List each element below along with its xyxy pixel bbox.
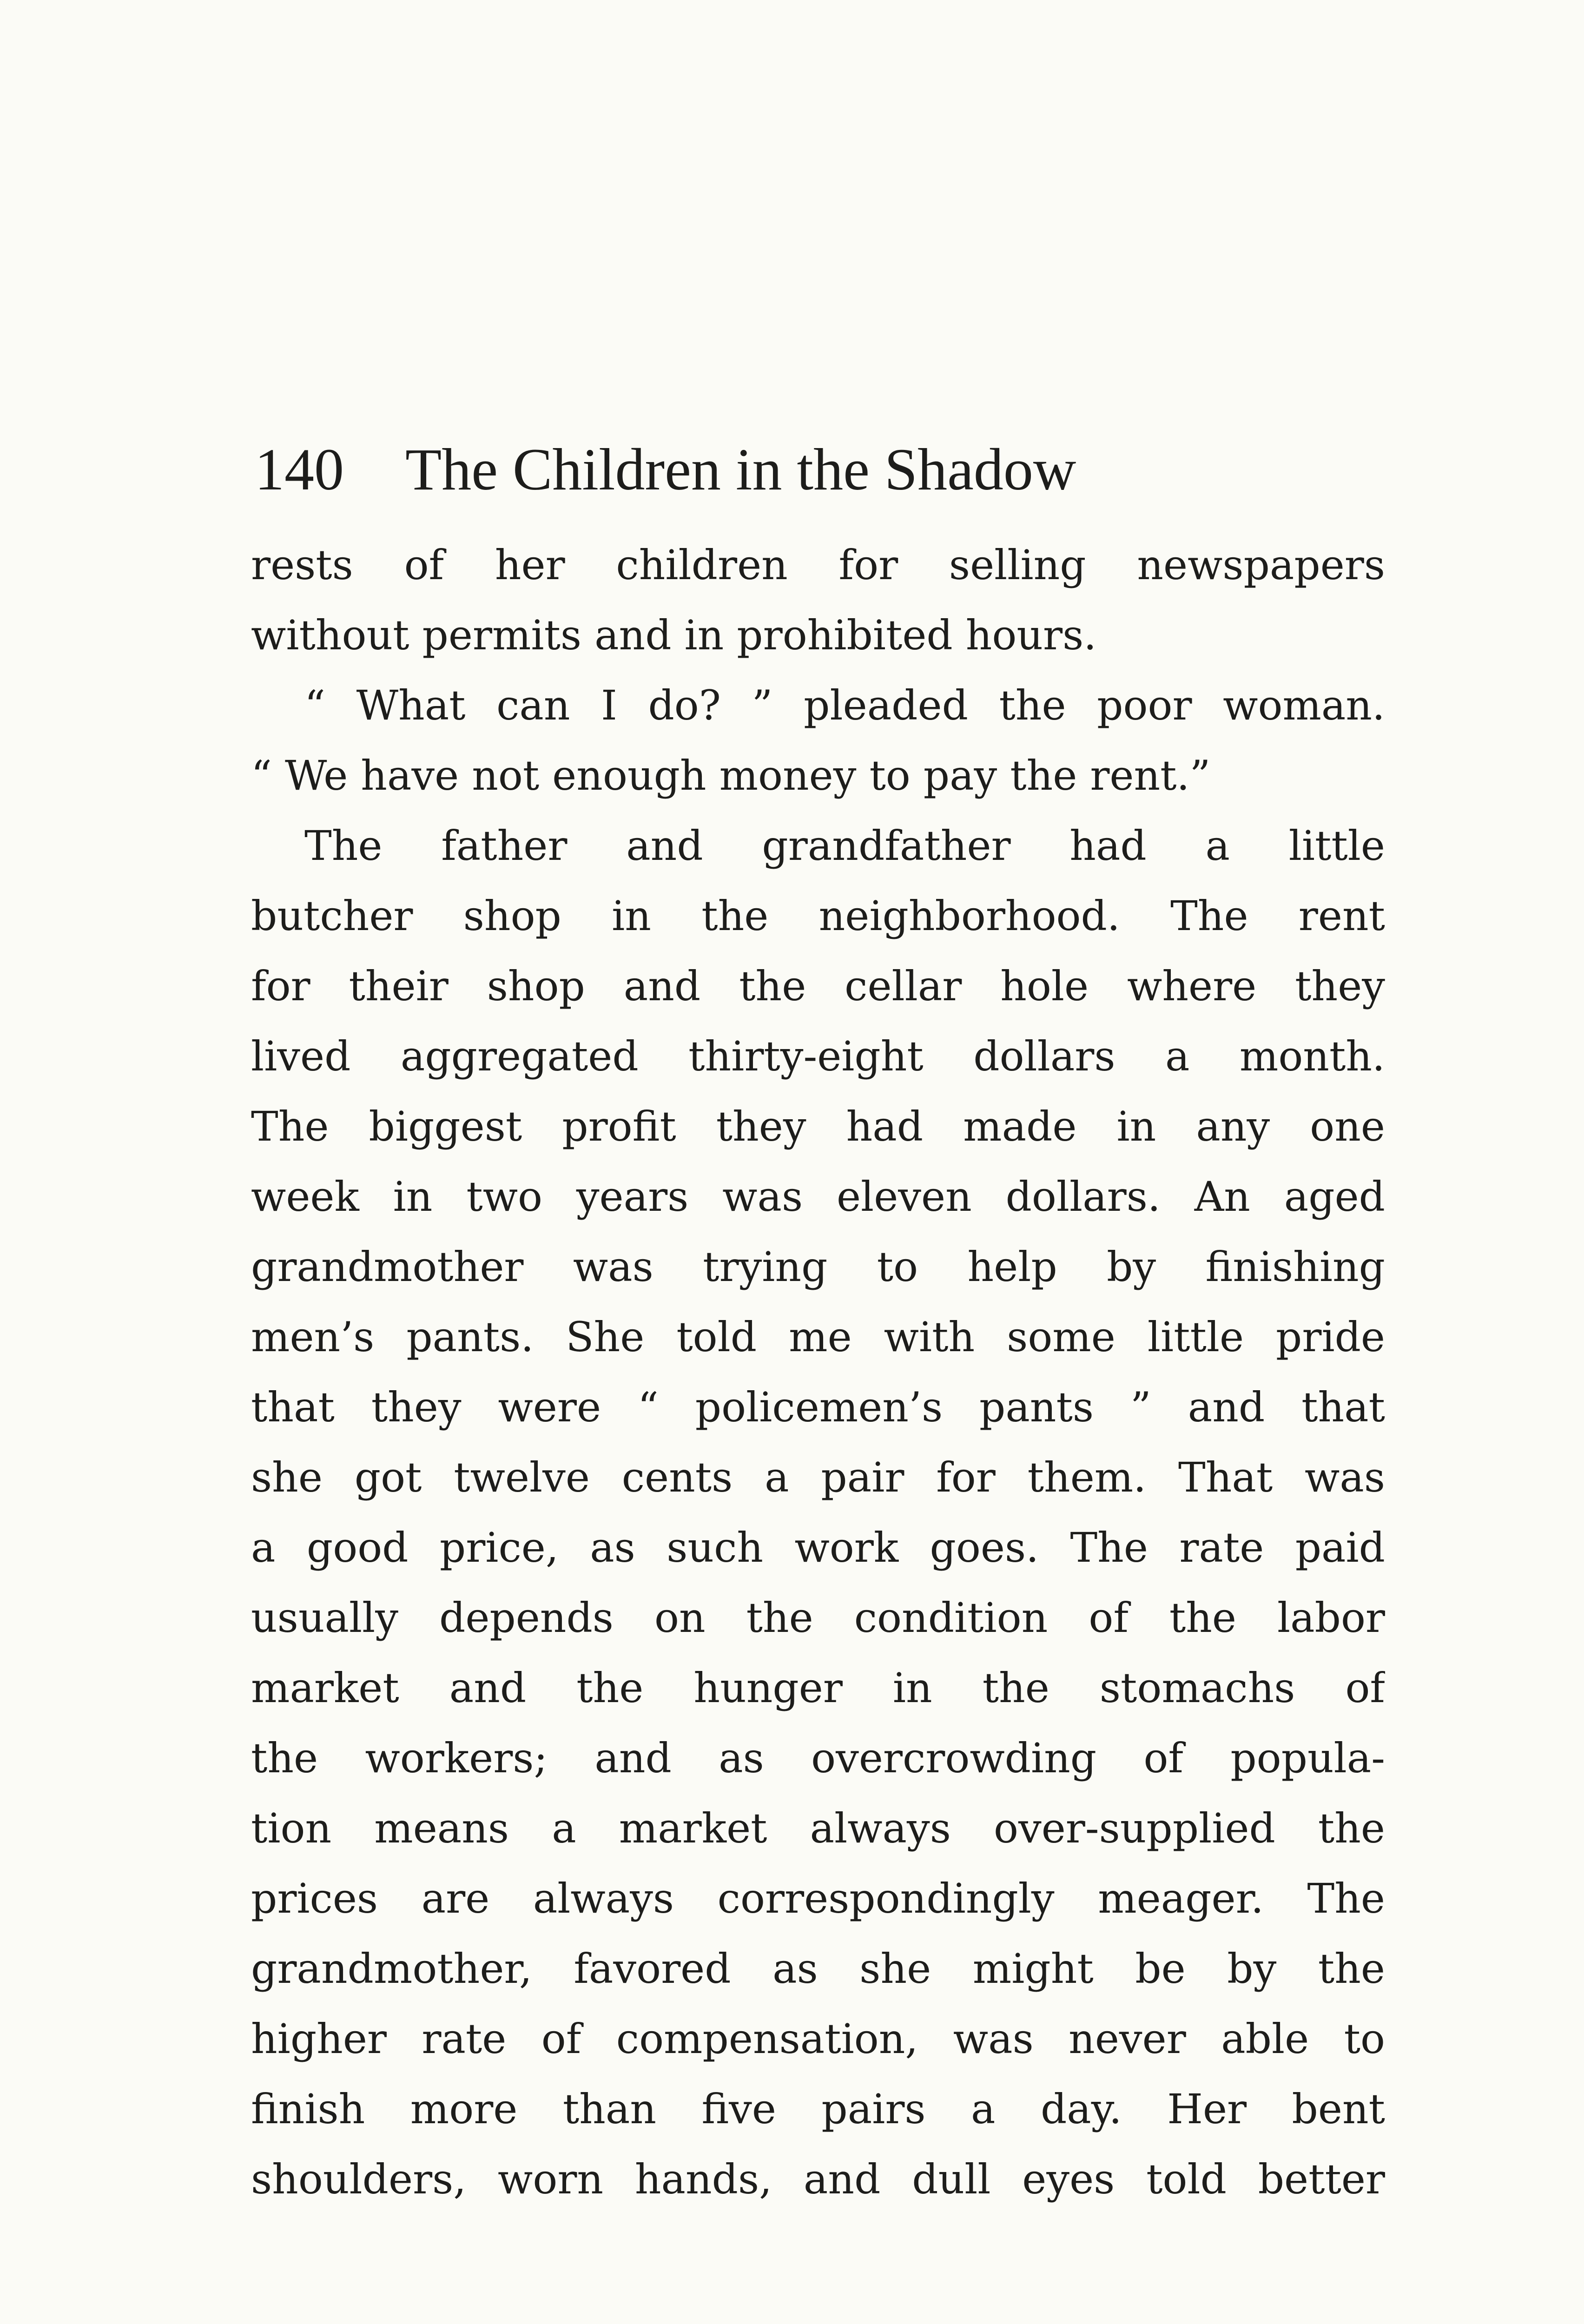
text-line: the workers; and as overcrowding of popula- [251,1734,1385,1782]
text-line: that they were “ policemen’s pants ” and that [251,1383,1385,1431]
text-line: The biggest profit they had made in any one [251,1103,1385,1150]
text-line: The father and grandfather had a little [304,822,1385,870]
text-line: market and the hunger in the stomachs of [251,1664,1385,1712]
text-line: grandmother, favored as she might be by the [251,1945,1385,1993]
page-number: 140 [255,436,344,502]
page-header [255,428,1389,511]
text-line: without permits and in prohibited hours. [251,611,1097,659]
text-line: tion means a market always over-supplied the [251,1804,1385,1852]
text-line: lived aggregated thirty-eight dollars a month. [251,1032,1385,1080]
text-line: “ What can I do? ” pleaded the poor woman. [304,681,1385,729]
text-line: week in two years was eleven dollars. An aged [251,1173,1385,1221]
text-line: shoulders, worn hands, and dull eyes told better [251,2155,1385,2203]
text-line: she got twelve cents a pair for them. That was [251,1453,1385,1501]
text-line: a good price, as such work goes. The rate paid [251,1524,1385,1571]
text-line: butcher shop in the neighborhood. The rent [251,892,1385,940]
text-line: men’s pants. She told me with some little pride [251,1313,1385,1361]
text-line: usually depends on the condition of the labor [251,1594,1385,1642]
text-line: rests of her children for selling newspapers [251,541,1385,589]
body-text [251,530,1385,2214]
text-line: grandmother was trying to help by finishing [251,1243,1385,1291]
text-line: prices are always correspondingly meager. The [251,1875,1385,1922]
text-line: for their shop and the cellar hole where they [251,962,1385,1010]
text-line: “ We have not enough money to pay the rent.” [251,752,1211,799]
running-title: The Children in the Shadow [405,436,1076,502]
text-line: finish more than five pairs a day. Her bent [251,2085,1385,2133]
text-line: higher rate of compensation, was never able to [251,2015,1385,2063]
